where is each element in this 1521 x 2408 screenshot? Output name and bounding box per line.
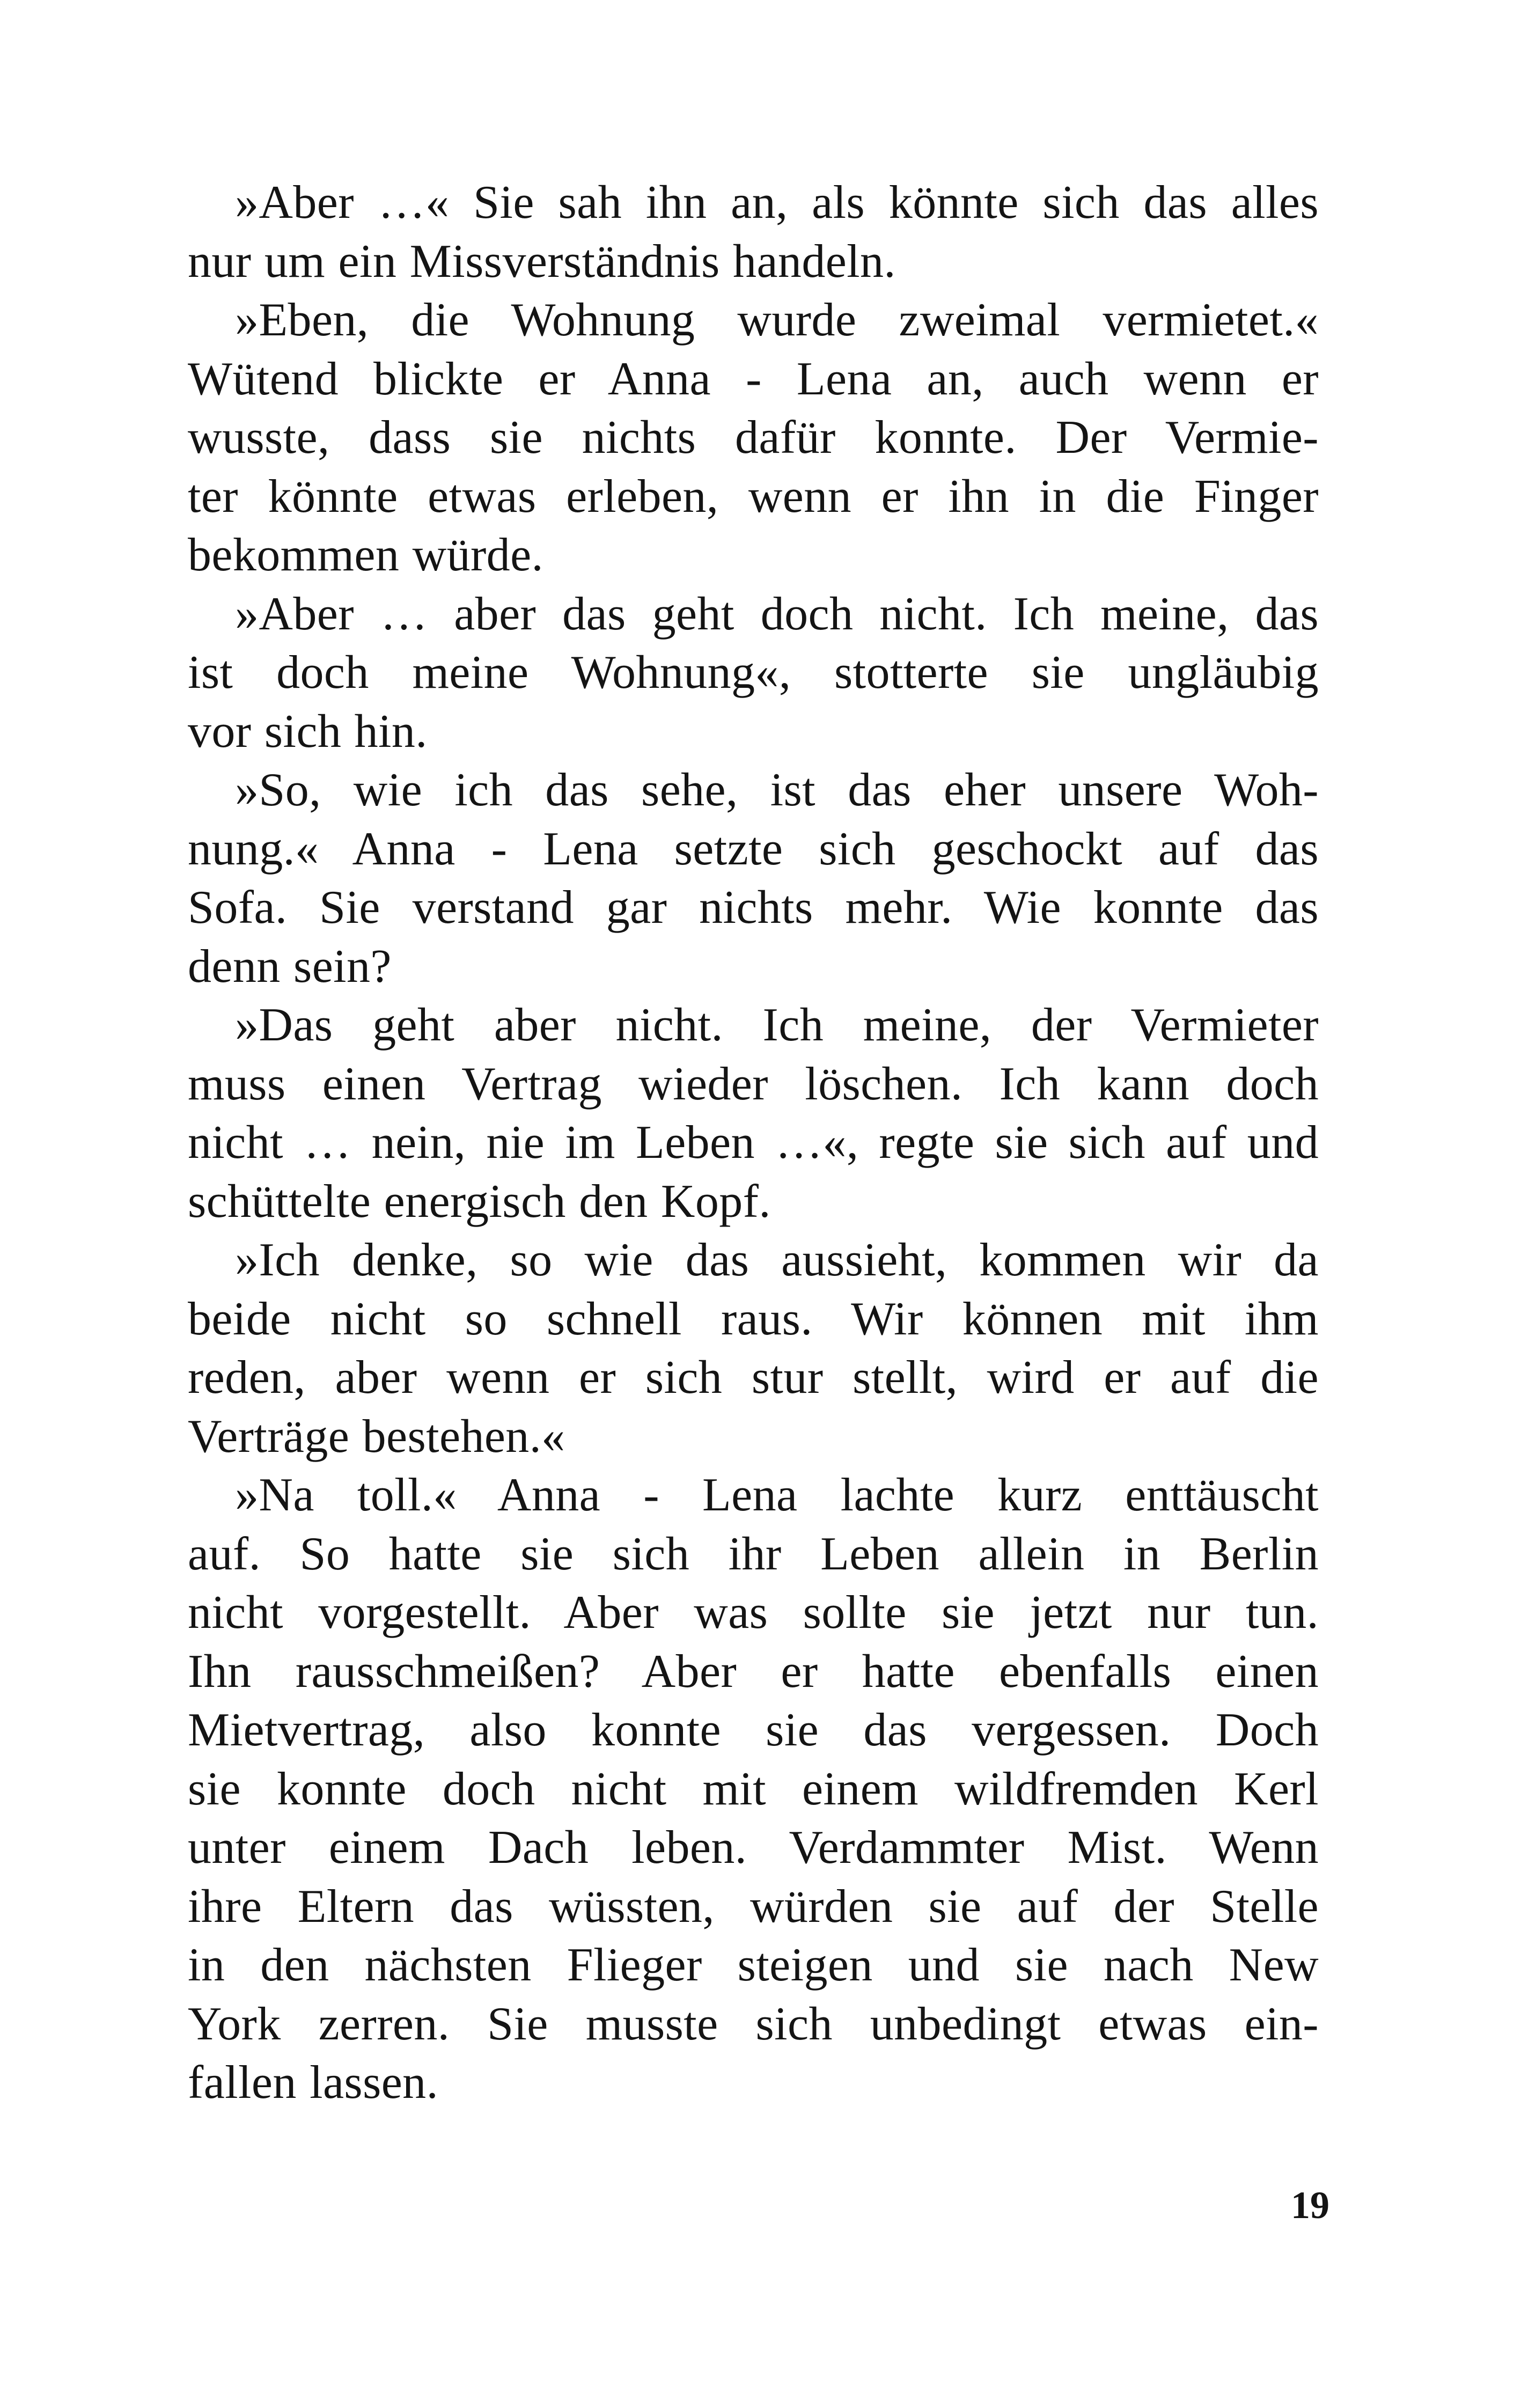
text-line: auf. So hatte sie sich ihr Leben allein in Berlin — [188, 1528, 1319, 1580]
text-line: Ihn rausschmeißen? Aber er hatte ebenfalls einen — [188, 1645, 1319, 1698]
text-line: unter einem Dach leben. Verdammter Mist. Wenn — [188, 1822, 1319, 1874]
text-line: »Aber …« Sie sah ihn an, als könnte sich das alles — [235, 177, 1319, 229]
text-line: nicht vorgestellt. Aber was sollte sie jetzt nur tun. — [188, 1587, 1319, 1639]
text-line: »Eben, die Wohnung wurde zweimal vermietet.« — [235, 294, 1319, 346]
text-line: nicht … nein, nie im Leben …«, regte sie sich auf und — [188, 1117, 1319, 1169]
text-line: nung.« Anna - Lena setzte sich geschockt auf das — [188, 823, 1319, 875]
text-line: in den nächsten Flieger steigen und sie nach New — [188, 1939, 1319, 1991]
text-line: beide nicht so schnell raus. Wir können mit ihm — [188, 1293, 1319, 1345]
text-line: nur um ein Missverständnis handeln. — [188, 235, 896, 288]
text-line: vor sich hin. — [188, 705, 428, 758]
text-line: Sofa. Sie verstand gar nichts mehr. Wie konnte das — [188, 882, 1319, 934]
text-line: York zerren. Sie musste sich unbedingt etwas ein- — [188, 1998, 1319, 2050]
text-line: fallen lassen. — [188, 2057, 438, 2109]
page-number: 19 — [1291, 2184, 1329, 2227]
text-line: ihre Eltern das wüssten, würden sie auf der Stelle — [188, 1880, 1319, 1933]
text-line: reden, aber wenn er sich stur stellt, wird er auf die — [188, 1352, 1319, 1404]
text-line: wusste, dass sie nichts dafür konnte. Der Vermie- — [188, 412, 1319, 464]
text-line: schüttelte energisch den Kopf. — [188, 1175, 771, 1228]
text-line: Verträge bestehen.« — [188, 1410, 565, 1463]
text-line: »Ich denke, so wie das aussieht, kommen wir da — [235, 1234, 1319, 1286]
text-line: Mietvertrag, also konnte sie das vergessen. Doch — [188, 1704, 1319, 1756]
text-line: »Das geht aber nicht. Ich meine, der Vermieter — [235, 999, 1319, 1051]
text-line: sie konnte doch nicht mit einem wildfremden Kerl — [188, 1763, 1319, 1815]
text-line: »Aber … aber das geht doch nicht. Ich meine, das — [235, 588, 1319, 640]
text-line: muss einen Vertrag wieder löschen. Ich kann doch — [188, 1058, 1319, 1110]
text-line: »Na toll.« Anna - Lena lachte kurz enttäuscht — [235, 1469, 1319, 1521]
text-line: bekommen würde. — [188, 529, 543, 581]
text-line: denn sein? — [188, 940, 392, 993]
text-line: ter könnte etwas erleben, wenn er ihn in die Finger — [188, 470, 1319, 523]
text-line: ist doch meine Wohnung«, stotterte sie ungläubig — [188, 647, 1319, 699]
text-line: »So, wie ich das sehe, ist das eher unsere Woh- — [235, 764, 1319, 816]
body-text — [188, 173, 1319, 2112]
text-line: Wütend blickte er Anna - Lena an, auch wenn er — [188, 353, 1319, 405]
